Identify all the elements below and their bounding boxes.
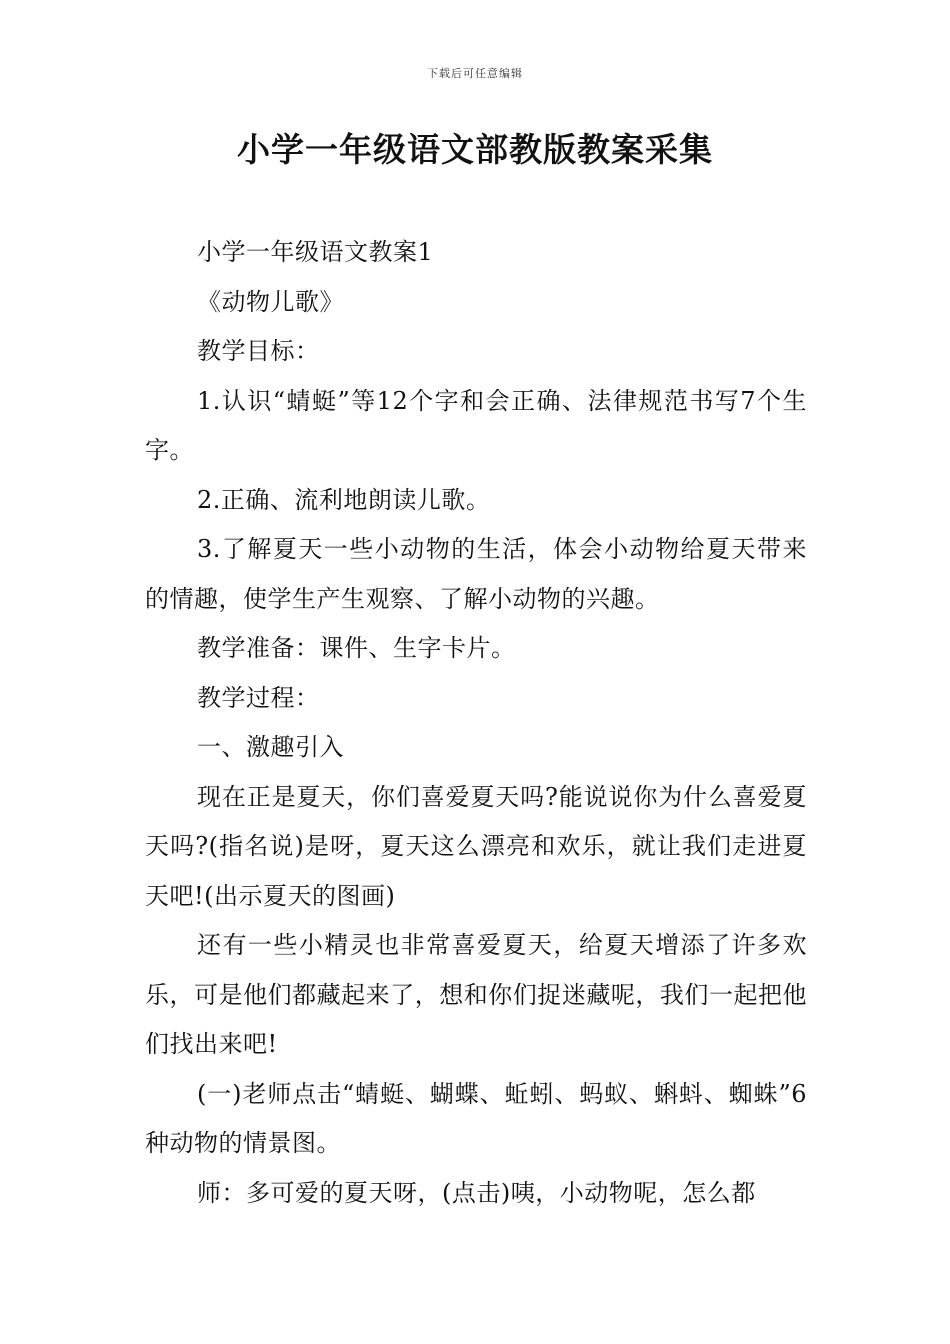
objective-item: 2.正确、流利地朗读儿歌。: [197, 485, 491, 514]
lesson-subject: 《动物儿歌》: [197, 287, 344, 316]
body-paragraph: 现在正是夏天，你们喜爱夏天吗?能说说你为什么喜爱夏天吗?(指名说)是呀，夏天这么漂亮和欢乐，就让我们走进夏天吧!(出示夏天的图画): [145, 782, 807, 910]
body-paragraph: 还有一些小精灵也非常喜爱夏天，给夏天增添了许多欢乐，可是他们都藏起来了，想和你们捉迷藏呢，我们一起把他们找出来吧!: [145, 931, 807, 1058]
body-paragraph: 师：多可爱的夏天呀，(点击)咦，小动物呢，怎么都: [197, 1178, 756, 1207]
objective-item: 3.了解夏天一些小动物的生活，体会小动物给夏天带来的情趣，使学生产生观察、了解小动物的兴趣。: [145, 535, 807, 613]
step-heading: 一、激趣引入: [197, 733, 344, 761]
preparation-line: 教学准备：课件、生字卡片。: [197, 634, 516, 662]
section-heading-objectives: 教学目标：: [197, 337, 320, 365]
section-heading-process: 教学过程：: [197, 683, 320, 712]
document-title: 小学一年级语文部教版教案采集: [237, 130, 713, 169]
objective-item: 1.认识“蜻蜓”等12个字和会正确、法律规范书写7个生字。: [145, 386, 807, 464]
header-note: 下载后可任意编辑: [427, 67, 523, 80]
document-body: [145, 228, 807, 1218]
lesson-heading: 小学一年级语文教案1: [197, 238, 434, 266]
body-paragraph: (一)老师点击“蜻蜓、蝴蝶、蚯蚓、蚂蚁、蝌蚪、蜘蛛”6种动物的情景图。: [145, 1079, 807, 1157]
